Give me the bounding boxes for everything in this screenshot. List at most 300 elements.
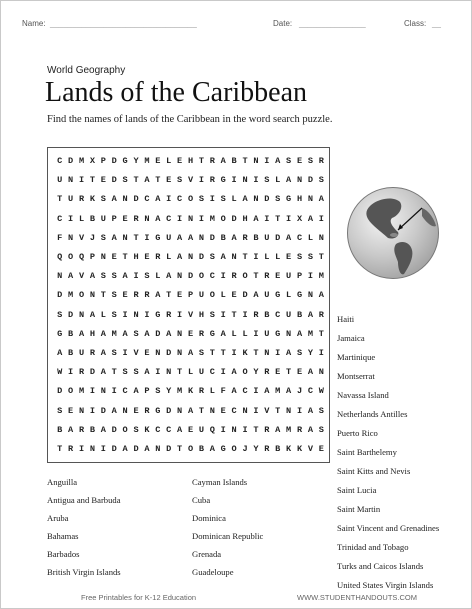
grid-letter: T (231, 309, 237, 320)
grid-letter: U (198, 367, 205, 378)
grid-letter: A (253, 213, 259, 224)
grid-letter: S (57, 309, 63, 320)
grid-letter: T (177, 444, 183, 454)
footer-website: WWW.STUDENTHANDOUTS.COM (297, 593, 417, 602)
grid-letter: T (318, 252, 324, 262)
grid-letter: C (242, 386, 248, 397)
grid-letter: G (209, 328, 215, 339)
grid-letter: U (286, 309, 292, 320)
grid-letter: B (89, 424, 96, 435)
grid-letter: S (177, 175, 183, 186)
grid-letter: U (100, 213, 106, 224)
grid-letter: G (220, 175, 226, 186)
grid-letter: N (242, 405, 248, 416)
grid-letter: S (307, 156, 314, 166)
grid-letter: U (78, 348, 85, 358)
grid-letter: R (144, 290, 150, 301)
grid-letter: N (177, 328, 183, 339)
grid-letter: N (296, 175, 303, 186)
grid-letter: G (275, 290, 281, 301)
grid-letter: D (68, 309, 74, 320)
grid-letter: K (286, 444, 292, 454)
grid-letter: N (89, 290, 96, 301)
grid-letter: U (286, 271, 292, 282)
grid-letter: D (264, 194, 270, 205)
grid-letter: B (231, 156, 237, 166)
grid-letter: N (242, 175, 248, 186)
grid-letter: I (78, 444, 85, 454)
grid-letter: I (253, 175, 259, 186)
grid-letter: T (253, 424, 259, 435)
grid-letter: H (242, 213, 248, 224)
word-jamaica: Jamaica (337, 333, 365, 343)
grid-letter: R (318, 309, 324, 320)
grid-letter: I (242, 309, 248, 320)
grid-letter: N (198, 232, 205, 243)
grid-letter: D (166, 405, 172, 416)
grid-letter: L (264, 252, 270, 262)
grid-letter: I (242, 424, 248, 435)
grid-letter: I (275, 348, 281, 358)
grid-letter: A (78, 328, 85, 339)
grid-letter: A (275, 156, 281, 166)
grid-letter: K (89, 194, 96, 205)
grid-letter: I (166, 194, 172, 205)
grid-letter: G (155, 405, 161, 416)
grid-letter: A (242, 194, 248, 205)
grid-letter: C (57, 213, 63, 224)
grid-letter: O (209, 290, 215, 301)
grid-row (48, 344, 329, 363)
grid-letter: R (198, 328, 205, 339)
grid-letter: T (220, 348, 226, 358)
grid-letter: S (209, 252, 215, 262)
grid-letter: M (68, 290, 74, 301)
grid-letter: T (57, 194, 63, 205)
grid-letter: E (286, 252, 292, 262)
grid-letter: T (286, 367, 292, 378)
grid-letter: N (187, 213, 194, 224)
grid-letter: O (68, 386, 74, 397)
grid-letter: O (242, 367, 248, 378)
europe-shape (422, 208, 436, 226)
word-barbados: Barbados (47, 549, 80, 559)
grid-row (48, 229, 329, 248)
word-haiti: Haiti (337, 314, 355, 324)
grid-letter: A (100, 424, 106, 435)
arrow-head (398, 224, 403, 230)
grid-letter: S (111, 309, 117, 320)
grid-letter: A (111, 194, 117, 205)
grid-letter: G (296, 290, 303, 301)
grid-letter: R (264, 444, 270, 454)
grid-letter: G (275, 328, 281, 339)
grid-letter: C (57, 156, 63, 166)
grid-letter: N (78, 405, 85, 416)
grid-letter: P (144, 386, 150, 397)
word-puerto-rico: Puerto Rico (337, 428, 378, 438)
grid-letter: E (144, 348, 150, 358)
grid-letter: A (187, 232, 194, 243)
grid-letter: N (253, 156, 259, 166)
grid-letter: N (177, 405, 183, 416)
grid-letter: T (242, 156, 248, 166)
grid-letter: A (122, 328, 128, 339)
word-saint-lucia: Saint Lucia (337, 485, 377, 495)
grid-letter: N (318, 232, 324, 243)
grid-letter: T (275, 405, 281, 416)
grid-letter: C (296, 232, 303, 243)
grid-letter: N (187, 252, 194, 262)
grid-letter: U (264, 290, 270, 301)
grid-letter: S (209, 309, 215, 320)
grid-letter: I (220, 424, 226, 435)
grid-letter: I (198, 213, 205, 224)
grid-letter: P (89, 252, 96, 262)
grid-letter: M (318, 271, 324, 282)
grid-letter: T (253, 271, 259, 282)
grid-letter: A (231, 232, 237, 243)
south-america-shape (394, 242, 412, 274)
grid-letter: F (220, 386, 226, 397)
grid-letter: V (78, 271, 85, 282)
grid-letter: I (307, 271, 314, 282)
grid-letter: S (100, 194, 106, 205)
grid-letter: D (275, 232, 281, 243)
word-bahamas: Bahamas (47, 531, 79, 541)
grid-letter: I (286, 213, 292, 224)
grid-letter: L (166, 252, 172, 262)
grid-letter: D (155, 328, 161, 339)
grid-letter: I (253, 405, 259, 416)
grid-row (48, 363, 329, 382)
grid-letter: S (220, 194, 226, 205)
grid-letter: N (264, 348, 270, 358)
grid-letter: G (155, 232, 161, 243)
grid-letter: S (318, 405, 324, 416)
grid-letter: M (78, 156, 85, 166)
grid-letter: A (220, 156, 226, 166)
grid-letter: G (122, 156, 128, 166)
grid-letter: M (144, 156, 150, 166)
grid-letter: Y (307, 348, 314, 358)
grid-letter: D (111, 424, 117, 435)
grid-letter: E (296, 156, 303, 166)
grid-letter: N (68, 232, 74, 243)
grid-letter: D (111, 156, 117, 166)
grid-letter: D (111, 175, 117, 186)
date-blank: _______________ (299, 19, 366, 28)
grid-letter: A (111, 232, 117, 243)
grid-letter: L (242, 328, 248, 339)
grid-letter: E (133, 405, 139, 416)
grid-letter: R (133, 290, 139, 301)
grid-letter: B (275, 444, 281, 454)
grid-letter: L (275, 252, 281, 262)
grid-letter: A (307, 309, 314, 320)
grid-letter: B (220, 232, 226, 243)
grid-letter: I (264, 156, 270, 166)
grid-letter: X (296, 213, 303, 224)
grid-letter: S (296, 252, 303, 262)
grid-letter: A (318, 290, 324, 301)
grid-letter: N (318, 367, 324, 378)
grid-letter: I (231, 348, 237, 358)
grid-letter: N (307, 290, 314, 301)
grid-letter: O (198, 271, 205, 282)
grid-letter: E (68, 405, 74, 416)
grid-letter: E (220, 405, 226, 416)
grid-letter: D (100, 405, 106, 416)
grid-letter: R (78, 194, 85, 205)
grid-letter: E (231, 290, 237, 301)
word-trinidad-and-tobago: Trinidad and Tobago (337, 542, 409, 552)
grid-letter: A (286, 175, 292, 186)
grid-letter: A (231, 386, 237, 397)
grid-letter: L (209, 386, 215, 397)
grid-letter: N (231, 252, 237, 262)
grid-letter: V (187, 175, 194, 186)
word-saint-barthelemy: Saint Barthelemy (337, 447, 397, 457)
grid-letter: W (318, 386, 324, 397)
grid-letter: A (68, 424, 74, 435)
grid-letter: I (144, 232, 150, 243)
grid-letter: Q (78, 252, 85, 262)
grid-letter: V (78, 232, 85, 243)
north-america-shape (366, 199, 401, 239)
grid-letter: R (264, 367, 270, 378)
grid-letter: I (177, 309, 183, 320)
grid-letter: I (318, 213, 324, 224)
grid-letter: I (253, 386, 259, 397)
worksheet-header (22, 19, 451, 33)
grid-letter: S (198, 348, 205, 358)
grid-letter: S (133, 424, 139, 435)
grid-letter: L (307, 232, 314, 243)
grid-letter: K (187, 386, 194, 397)
grid-letter: N (78, 309, 85, 320)
grid-letter: M (307, 328, 314, 339)
grid-letter: I (220, 271, 226, 282)
grid-letter: A (177, 232, 183, 243)
grid-letter: T (111, 367, 117, 378)
word-turks-and-caicos-islands: Turks and Caicos Islands (337, 561, 424, 571)
grid-letter: D (209, 232, 215, 243)
grid-letter: Q (209, 424, 215, 435)
grid-letter: N (286, 405, 292, 416)
grid-letter: I (111, 386, 117, 397)
grid-letter: T (198, 156, 205, 166)
grid-letter: L (155, 271, 161, 282)
grid-letter: I (122, 309, 128, 320)
grid-row (48, 267, 329, 286)
grid-letter: K (296, 444, 303, 454)
grid-letter: N (177, 348, 183, 358)
grid-letter: H (187, 156, 194, 166)
grid-row (48, 440, 329, 459)
class-label: Class: (404, 19, 427, 28)
grid-letter: L (187, 367, 194, 378)
word-antigua-and-barbuda: Antigua and Barbuda (47, 495, 121, 505)
word-saint-martin: Saint Martin (337, 504, 381, 514)
grid-letter: E (155, 156, 161, 166)
grid-letter: A (155, 213, 161, 224)
grid-letter: P (111, 213, 117, 224)
word-guadeloupe: Guadeloupe (192, 567, 234, 577)
grid-letter: L (78, 213, 85, 224)
grid-row (48, 248, 329, 267)
grid-row (48, 152, 329, 171)
grid-letter: N (253, 194, 259, 205)
grid-letter: N (68, 175, 74, 186)
grid-letter: A (155, 194, 161, 205)
grid-letter: E (144, 252, 150, 262)
grid-letter: Y (133, 156, 139, 166)
grid-letter: E (177, 156, 183, 166)
grid-letter: I (318, 348, 324, 358)
grid-letter: D (231, 213, 237, 224)
grid-letter: O (68, 252, 74, 262)
grid-letter: S (100, 232, 106, 243)
caribbean-region (390, 233, 398, 237)
grid-letter: D (111, 444, 117, 454)
word-saint-vincent-and-grenadines: Saint Vincent and Grenadines (337, 523, 440, 533)
grid-letter: I (68, 213, 74, 224)
grid-letter: D (166, 348, 172, 358)
word-grenada: Grenada (192, 549, 222, 559)
grid-row (48, 325, 329, 344)
word-united-states-virgin-islands: United States Virgin Islands (337, 580, 434, 590)
grid-letter: N (144, 213, 150, 224)
grid-letter: E (296, 367, 303, 378)
page-title: Lands of the Caribbean (45, 77, 308, 108)
grid-letter: V (264, 405, 270, 416)
grid-letter: A (122, 271, 128, 282)
grid-letter: H (198, 309, 205, 320)
grid-letter: R (242, 232, 248, 243)
grid-letter: N (100, 386, 106, 397)
grid-letter: I (253, 328, 259, 339)
grid-letter: N (89, 444, 96, 454)
grid-letter: A (144, 175, 150, 186)
grid-letter: A (231, 367, 237, 378)
grid-letter: T (57, 444, 63, 454)
grid-letter: I (78, 175, 85, 186)
name-blank: _________________________________ (50, 19, 197, 28)
grid-letter: T (166, 290, 172, 301)
grid-letter: Y (253, 367, 259, 378)
globe-icon (347, 187, 439, 279)
grid-letter: L (231, 194, 237, 205)
grid-letter: I (231, 175, 237, 186)
grid-letter: C (155, 424, 161, 435)
grid-letter: W (57, 367, 63, 378)
grid-letter: T (155, 175, 161, 186)
word-search-grid (47, 147, 330, 463)
globe-drawing (348, 188, 439, 279)
grid-letter: N (286, 328, 292, 339)
grid-letter: I (100, 444, 106, 454)
grid-letter: I (198, 175, 205, 186)
grid-letter: A (307, 367, 314, 378)
grid-row (48, 382, 329, 401)
grid-letter: A (89, 309, 96, 320)
grid-letter: K (242, 348, 248, 358)
grid-letter: E (166, 175, 172, 186)
subject-label: World Geography (47, 65, 126, 76)
grid-letter: R (198, 386, 205, 397)
grid-letter: S (122, 175, 128, 186)
grid-letter: D (187, 271, 194, 282)
grid-letter: P (100, 156, 106, 166)
grid-letter: T (133, 175, 139, 186)
grid-letter: A (144, 328, 150, 339)
grid-letter: E (177, 290, 183, 301)
grid-letter: C (122, 386, 128, 397)
grid-letter: C (177, 194, 183, 205)
grid-letter: D (166, 444, 172, 454)
grid-letter: E (122, 213, 128, 224)
grid-letter: F (57, 232, 63, 243)
grid-letter: I (89, 405, 96, 416)
grid-row (48, 210, 329, 229)
grid-letter: G (155, 309, 161, 320)
grid-letter: A (275, 424, 281, 435)
grid-letter: T (209, 348, 215, 358)
grid-row (48, 306, 329, 325)
grid-letter: S (100, 271, 106, 282)
word-dominica: Dominica (192, 513, 226, 523)
grid-letter: S (122, 367, 128, 378)
grid-letter: R (209, 175, 215, 186)
grid-letter: I (296, 405, 303, 416)
grid-letter: E (111, 252, 117, 262)
grid-letter: E (275, 271, 281, 282)
grid-letter: U (68, 194, 74, 205)
word-dominican-republic: Dominican Republic (192, 531, 264, 541)
grid-letter: R (68, 444, 74, 454)
grid-letter: A (122, 444, 128, 454)
grid-letter: A (166, 328, 172, 339)
grid-letter: T (100, 290, 106, 301)
grid-letter: N (155, 444, 161, 454)
grid-letter: U (264, 232, 270, 243)
grid-letter: I (144, 309, 150, 320)
grid-letter: R (296, 424, 303, 435)
grid-letter: S (264, 175, 270, 186)
grid-letter: E (275, 367, 281, 378)
grid-letter: C (144, 194, 150, 205)
grid-letter: V (133, 348, 139, 358)
grid-letter: E (100, 175, 106, 186)
grid-letter: T (89, 175, 96, 186)
grid-letter: S (286, 156, 292, 166)
grid-letter: H (89, 328, 96, 339)
grid-letter: A (264, 386, 270, 397)
grid-letter: A (318, 194, 324, 205)
grid-letter: N (155, 348, 161, 358)
grid-letter: C (209, 271, 215, 282)
grid-letter: U (198, 290, 205, 301)
grid-letter: M (177, 386, 183, 397)
grid-letter: J (89, 232, 96, 243)
footer-tagline: Free Printables for K-12 Education (81, 593, 197, 602)
grid-letter: J (296, 386, 303, 397)
grid-letter: A (307, 213, 314, 224)
grid-letter: S (57, 405, 63, 416)
grid-letter: A (89, 271, 96, 282)
grid-letter: U (166, 232, 172, 243)
